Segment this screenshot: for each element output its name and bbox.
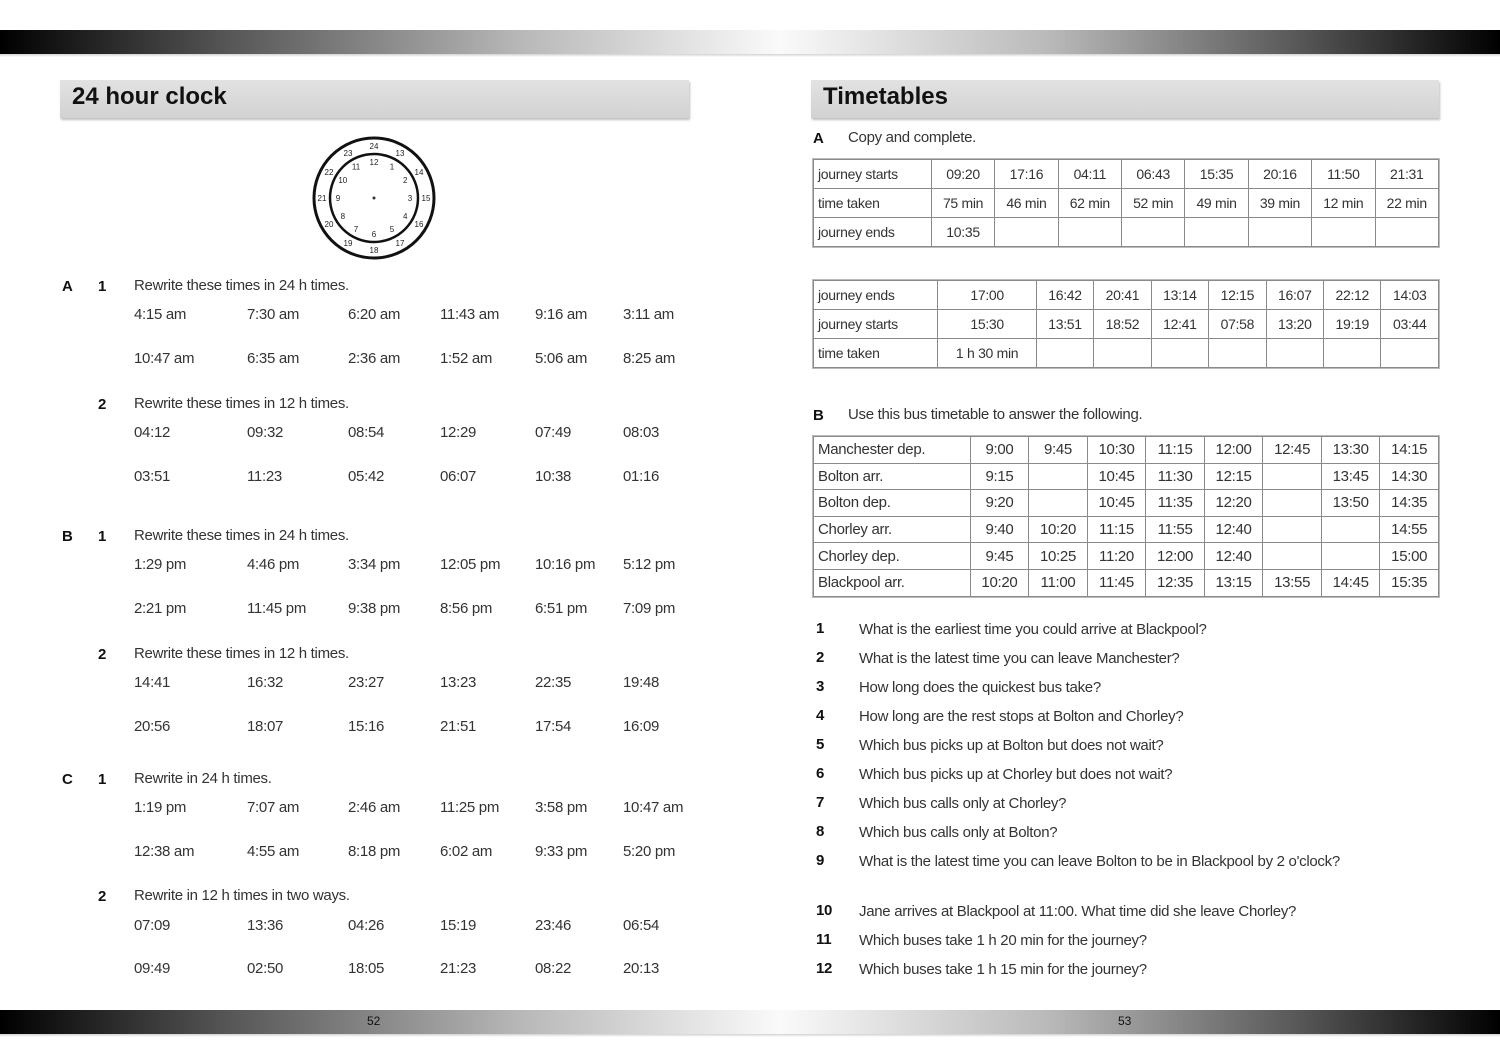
part-number: 2: [98, 396, 107, 413]
bus-timetable: [813, 436, 1439, 597]
table-cell: 22 min: [1375, 189, 1439, 218]
row-header: journey ends: [814, 218, 932, 247]
table-cell: 11:20: [1087, 543, 1146, 570]
question-number: 3: [816, 678, 825, 695]
table-cell: [1321, 516, 1380, 543]
table-cell: [1266, 339, 1323, 368]
clock-numeral: 24: [369, 141, 379, 151]
time-value: 20:13: [623, 960, 660, 977]
time-value: 15:19: [440, 917, 477, 934]
clock-numeral: 12: [369, 157, 379, 167]
time-value: 06:54: [623, 917, 660, 934]
time-value: 10:38: [535, 468, 572, 485]
instruction: Rewrite these times in 12 h times.: [134, 645, 349, 662]
clock-numeral: 15: [421, 193, 431, 203]
question-number: 9: [816, 852, 825, 869]
question-number: 11: [816, 931, 832, 948]
section-label-a: A: [62, 278, 73, 295]
table-cell: 03:44: [1381, 310, 1439, 339]
question-number: 4: [816, 707, 825, 724]
section-label-c: C: [62, 771, 73, 788]
footer-band: [0, 1010, 1500, 1034]
header-band: [0, 30, 1500, 54]
table-cell: 12:41: [1151, 310, 1208, 339]
table-row: [814, 543, 1439, 570]
time-value: 9:16 am: [535, 306, 588, 323]
table-cell: 62 min: [1058, 189, 1121, 218]
table-cell: 13:51: [1036, 310, 1093, 339]
clock-numeral: 7: [353, 225, 359, 234]
time-value: 6:20 am: [348, 306, 401, 323]
time-value: 07:49: [535, 424, 572, 441]
question-text: How long are the rest stops at Bolton and Chorley?: [859, 708, 1184, 725]
clock-icon: [311, 135, 437, 261]
time-value: 13:36: [247, 917, 284, 934]
question-number: 10: [816, 902, 833, 919]
table-row: [814, 463, 1439, 490]
table-cell: 04:11: [1058, 160, 1121, 189]
time-value: 08:54: [348, 424, 385, 441]
table-cell: 18:52: [1094, 310, 1151, 339]
times-row: [134, 674, 694, 696]
time-value: 08:03: [623, 424, 660, 441]
question-text: Which bus picks up at Chorley but does not wait?: [859, 766, 1173, 783]
times-row: [134, 306, 694, 328]
clock-numeral: 17: [395, 238, 405, 248]
times-row: [134, 600, 694, 622]
question-number: 12: [816, 960, 833, 977]
time-value: 5:20 pm: [623, 843, 676, 860]
clock-numeral: 13: [395, 148, 405, 158]
question-text: Which buses take 1 h 20 min for the journey?: [859, 932, 1147, 949]
table-cell: 12 min: [1312, 189, 1375, 218]
instruction: Rewrite these times in 12 h times.: [134, 395, 349, 412]
row-header: Chorley dep.: [814, 543, 971, 570]
table-row: [814, 160, 1439, 189]
time-value: 04:26: [348, 917, 385, 934]
time-value: 4:55 am: [247, 843, 300, 860]
time-value: 10:47 am: [623, 799, 684, 816]
table-cell: 13:14: [1151, 281, 1208, 310]
times-row: [134, 350, 694, 372]
table-cell: 13:30: [1321, 437, 1380, 464]
table-cell: 22:12: [1324, 281, 1381, 310]
table-cell: 13:15: [1204, 569, 1263, 596]
table-cell: [1094, 339, 1151, 368]
time-value: 18:07: [247, 718, 284, 735]
time-value: 23:46: [535, 917, 572, 934]
clock-numeral: 3: [407, 193, 413, 203]
table-cell: 9:00: [970, 437, 1029, 464]
table-cell: [1263, 543, 1322, 570]
table-cell: 9:40: [970, 516, 1029, 543]
row-header: journey starts: [814, 160, 932, 189]
question-text: What is the latest time you can leave Bolton to be in Blackpool by 2 o'clock?: [859, 853, 1340, 870]
time-value: 11:25 pm: [440, 799, 500, 816]
table-row: [814, 189, 1439, 218]
table-cell: [1381, 339, 1439, 368]
time-value: 06:07: [440, 468, 477, 485]
time-value: 3:11 am: [623, 306, 674, 323]
table-cell: 14:55: [1380, 516, 1439, 543]
clock-numeral: 21: [317, 193, 327, 203]
table-cell: 12:20: [1204, 490, 1263, 517]
part-number: 1: [98, 528, 107, 545]
table-cell: 06:43: [1122, 160, 1185, 189]
table-cell: 16:42: [1036, 281, 1093, 310]
time-value: 12:29: [440, 424, 477, 441]
instruction: Rewrite these times in 24 h times.: [134, 277, 349, 294]
section-label-b: B: [813, 407, 824, 424]
section-label-b: B: [62, 528, 73, 545]
table-cell: [1375, 218, 1439, 247]
clock-numeral: 23: [343, 148, 353, 158]
time-value: 08:22: [535, 960, 572, 977]
time-value: 5:12 pm: [623, 556, 676, 573]
time-value: 19:48: [623, 674, 660, 691]
time-value: 1:19 pm: [134, 799, 187, 816]
table-cell: 20:16: [1248, 160, 1311, 189]
page-number-left: 52: [367, 1014, 381, 1028]
instruction: Rewrite in 24 h times.: [134, 770, 272, 787]
time-value: 20:56: [134, 718, 171, 735]
table-cell: [1263, 490, 1322, 517]
table-cell: 10:45: [1087, 463, 1146, 490]
question-text: Which bus calls only at Chorley?: [859, 795, 1067, 812]
table-cell: 13:55: [1263, 569, 1322, 596]
table-cell: 11:00: [1029, 569, 1088, 596]
instruction: Use this bus timetable to answer the following.: [848, 406, 1143, 423]
row-header: time taken: [814, 189, 932, 218]
time-value: 23:27: [348, 674, 385, 691]
times-row: [134, 718, 694, 740]
time-value: 11:45 pm: [247, 600, 307, 617]
table-cell: [1185, 218, 1248, 247]
clock-numeral: 1: [389, 162, 395, 172]
instruction: Copy and complete.: [848, 129, 977, 146]
time-value: 11:43 am: [440, 306, 500, 323]
row-header: Manchester dep.: [814, 437, 971, 464]
time-value: 8:25 am: [623, 350, 676, 367]
table-cell: 11:30: [1146, 463, 1205, 490]
question-text: What is the earliest time you could arrive at Blackpool?: [859, 621, 1207, 638]
section-label-a: A: [813, 130, 824, 147]
page-title-timetables: Timetables: [811, 80, 1439, 118]
time-value: 2:21 pm: [134, 600, 187, 617]
table-cell: 14:03: [1381, 281, 1439, 310]
time-value: 4:15 am: [134, 306, 187, 323]
table-cell: [1324, 339, 1381, 368]
table-cell: 9:20: [970, 490, 1029, 517]
instruction: Rewrite in 12 h times in two ways.: [134, 887, 350, 904]
table-row: [814, 339, 1439, 368]
clock-numeral: 8: [340, 211, 346, 221]
table-cell: 11:15: [1146, 437, 1205, 464]
time-value: 10:16 pm: [535, 556, 596, 573]
clock-numeral: 20: [324, 219, 334, 229]
time-value: 21:51: [440, 718, 477, 735]
time-value: 21:23: [440, 960, 477, 977]
table-cell: [1151, 339, 1208, 368]
table-cell: 12:40: [1204, 516, 1263, 543]
table-cell: 75 min: [931, 189, 994, 218]
table-cell: 9:45: [1029, 437, 1088, 464]
table-cell: 39 min: [1248, 189, 1311, 218]
table-cell: 21:31: [1375, 160, 1439, 189]
table-cell: [1122, 218, 1185, 247]
table-cell: 11:35: [1146, 490, 1205, 517]
table-cell: 17:16: [995, 160, 1058, 189]
table-cell: 9:15: [970, 463, 1029, 490]
page-number-right: 53: [1118, 1014, 1132, 1028]
table-cell: [1058, 218, 1121, 247]
clock-numeral: 2: [402, 175, 408, 185]
time-value: 5:06 am: [535, 350, 588, 367]
table-cell: 10:20: [970, 569, 1029, 596]
table-cell: [1263, 463, 1322, 490]
table-row: [814, 310, 1439, 339]
table-cell: 1 h 30 min: [938, 339, 1036, 368]
question-number: 8: [816, 823, 825, 840]
table-cell: 12:40: [1204, 543, 1263, 570]
table-row: [814, 490, 1439, 517]
time-value: 04:12: [134, 424, 171, 441]
journey-table-1: [813, 159, 1439, 247]
table-cell: 11:55: [1146, 516, 1205, 543]
table-cell: 15:30: [938, 310, 1036, 339]
clock-numeral: 4: [402, 211, 408, 221]
row-header: time taken: [814, 339, 938, 368]
row-header: journey starts: [814, 310, 938, 339]
question-text: Which buses take 1 h 15 min for the journey?: [859, 961, 1147, 978]
table-cell: 15:00: [1380, 543, 1439, 570]
clock-numeral: 16: [414, 219, 424, 229]
table-cell: 15:35: [1185, 160, 1248, 189]
table-cell: 13:20: [1266, 310, 1323, 339]
row-header: Blackpool arr.: [814, 569, 971, 596]
table-cell: 12:00: [1204, 437, 1263, 464]
time-value: 22:35: [535, 674, 572, 691]
time-value: 9:33 pm: [535, 843, 588, 860]
time-value: 8:18 pm: [348, 843, 401, 860]
table-cell: 11:15: [1087, 516, 1146, 543]
time-value: 18:05: [348, 960, 385, 977]
table-cell: 16:07: [1266, 281, 1323, 310]
time-value: 14:41: [134, 674, 171, 691]
question-number: 6: [816, 765, 825, 782]
table-cell: 10:25: [1029, 543, 1088, 570]
time-value: 16:32: [247, 674, 284, 691]
table-cell: [1312, 218, 1375, 247]
time-value: 09:49: [134, 960, 171, 977]
time-value: 7:07 am: [247, 799, 300, 816]
table-cell: 15:35: [1380, 569, 1439, 596]
clock-numeral: 22: [324, 167, 334, 177]
table-cell: 14:30: [1380, 463, 1439, 490]
time-value: 9:38 pm: [348, 600, 401, 617]
time-value: 11:23: [247, 468, 282, 485]
time-value: 17:54: [535, 718, 572, 735]
table-cell: 52 min: [1122, 189, 1185, 218]
row-header: journey ends: [814, 281, 938, 310]
table-cell: 13:45: [1321, 463, 1380, 490]
part-number: 1: [98, 278, 107, 295]
table-cell: 13:50: [1321, 490, 1380, 517]
question-text: Which bus picks up at Bolton but does not wait?: [859, 737, 1164, 754]
part-number: 1: [98, 771, 107, 788]
times-row: [134, 799, 694, 821]
part-number: 2: [98, 646, 107, 663]
time-value: 1:29 pm: [134, 556, 187, 573]
table-cell: 14:45: [1321, 569, 1380, 596]
table-cell: 46 min: [995, 189, 1058, 218]
time-value: 15:16: [348, 718, 385, 735]
time-value: 6:51 pm: [535, 600, 588, 617]
instruction: Rewrite these times in 24 h times.: [134, 527, 349, 544]
time-value: 7:30 am: [247, 306, 300, 323]
time-value: 3:34 pm: [348, 556, 401, 573]
question-number: 7: [816, 794, 825, 811]
row-header: Chorley arr.: [814, 516, 971, 543]
table-cell: 19:19: [1324, 310, 1381, 339]
question-text: What is the latest time you can leave Manchester?: [859, 650, 1180, 667]
table-row: [814, 218, 1439, 247]
times-row: [134, 960, 694, 982]
clock-numeral: 11: [351, 162, 361, 172]
table-cell: [1029, 490, 1088, 517]
time-value: 7:09 pm: [623, 600, 676, 617]
time-value: 6:35 am: [247, 350, 300, 367]
clock-numeral: 10: [338, 175, 348, 185]
table-cell: 10:45: [1087, 490, 1146, 517]
time-value: 13:23: [440, 674, 477, 691]
time-value: 16:09: [623, 718, 660, 735]
table-cell: 49 min: [1185, 189, 1248, 218]
time-value: 12:38 am: [134, 843, 195, 860]
time-value: 02:50: [247, 960, 284, 977]
table-cell: 14:15: [1380, 437, 1439, 464]
clock-numeral: 18: [369, 245, 379, 255]
time-value: 6:02 am: [440, 843, 493, 860]
table-row: [814, 437, 1439, 464]
table-cell: [1036, 339, 1093, 368]
times-row: [134, 843, 694, 865]
table-cell: 20:41: [1094, 281, 1151, 310]
time-value: 03:51: [134, 468, 171, 485]
journey-table-2: [813, 280, 1439, 368]
clock-numeral: 5: [389, 225, 395, 234]
page-title-24-hour-clock: 24 hour clock: [60, 80, 689, 118]
time-value: 8:56 pm: [440, 600, 493, 617]
clock-numeral: 9: [335, 193, 341, 203]
table-cell: 10:20: [1029, 516, 1088, 543]
row-header: Bolton dep.: [814, 490, 971, 517]
table-cell: [995, 218, 1058, 247]
table-row: [814, 569, 1439, 596]
table-cell: [1321, 543, 1380, 570]
table-cell: 11:45: [1087, 569, 1146, 596]
table-cell: 12:15: [1209, 281, 1266, 310]
times-row: [134, 917, 694, 939]
question-number: 2: [816, 649, 825, 666]
table-cell: 14:35: [1380, 490, 1439, 517]
table-cell: 10:35: [931, 218, 994, 247]
clock-numeral: 19: [343, 238, 353, 248]
time-value: 3:58 pm: [535, 799, 588, 816]
table-cell: 12:00: [1146, 543, 1205, 570]
part-number: 2: [98, 888, 107, 905]
table-cell: [1248, 218, 1311, 247]
question-text: How long does the quickest bus take?: [859, 679, 1101, 696]
question-number: 5: [816, 736, 825, 753]
times-row: [134, 468, 694, 490]
table-cell: [1029, 463, 1088, 490]
question-text: Which bus calls only at Bolton?: [859, 824, 1058, 841]
table-cell: [1263, 516, 1322, 543]
question-text: Jane arrives at Blackpool at 11:00. What time did she leave Chorley?: [859, 903, 1297, 920]
table-cell: 10:30: [1087, 437, 1146, 464]
table-cell: 11:50: [1312, 160, 1375, 189]
time-value: 1:52 am: [440, 350, 493, 367]
clock-numeral: 14: [414, 167, 424, 177]
time-value: 2:46 am: [348, 799, 401, 816]
table-cell: 12:15: [1204, 463, 1263, 490]
time-value: 10:47 am: [134, 350, 195, 367]
table-cell: 09:20: [931, 160, 994, 189]
question-number: 1: [816, 620, 825, 637]
row-header: Bolton arr.: [814, 463, 971, 490]
table-cell: 17:00: [938, 281, 1036, 310]
table-row: [814, 516, 1439, 543]
times-row: [134, 424, 694, 446]
time-value: 09:32: [247, 424, 284, 441]
table-cell: 07:58: [1209, 310, 1266, 339]
time-value: 05:42: [348, 468, 385, 485]
time-value: 12:05 pm: [440, 556, 501, 573]
table-cell: 12:45: [1263, 437, 1322, 464]
clock-numeral: 6: [371, 229, 377, 239]
times-row: [134, 556, 694, 578]
table-cell: [1209, 339, 1266, 368]
table-cell: 9:45: [970, 543, 1029, 570]
time-value: 01:16: [623, 468, 660, 485]
table-cell: 12:35: [1146, 569, 1205, 596]
table-row: [814, 281, 1439, 310]
time-value: 07:09: [134, 917, 171, 934]
time-value: 4:46 pm: [247, 556, 300, 573]
time-value: 2:36 am: [348, 350, 401, 367]
